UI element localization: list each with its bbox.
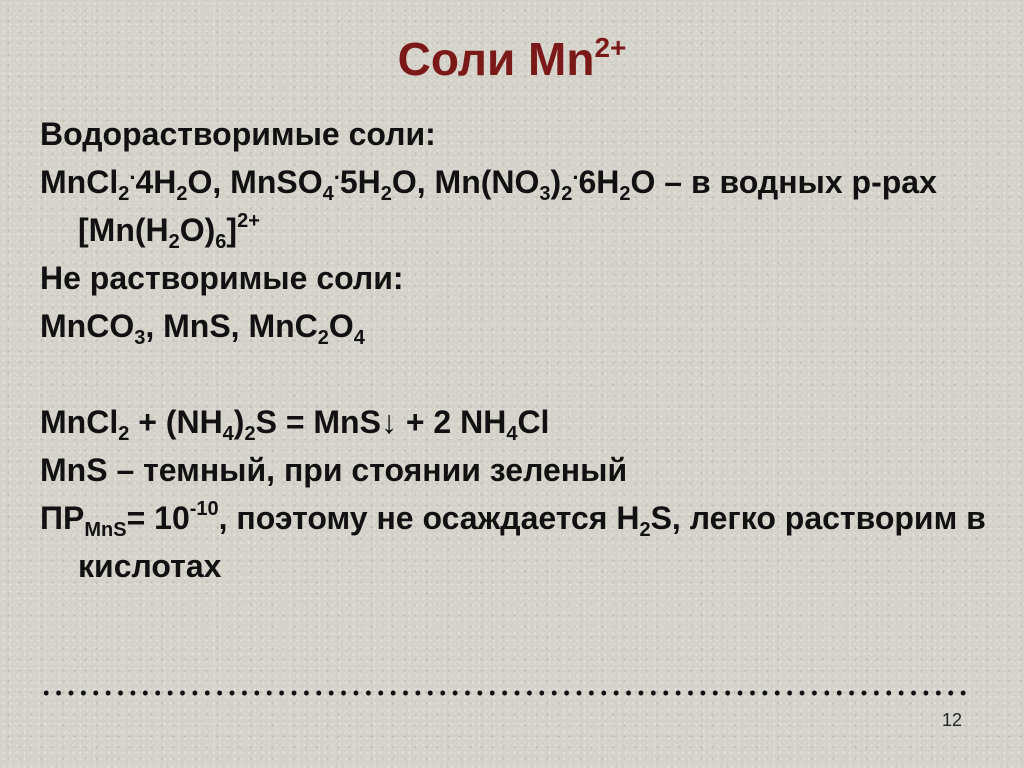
text-equals-mns: S = MnS↓ + 2 NH — [255, 404, 507, 440]
sub-2: 2 — [118, 423, 130, 445]
hydrate-dot: . — [333, 159, 340, 184]
sub-mns: MnS — [84, 519, 127, 541]
text-mnco: MnCO — [40, 308, 135, 344]
solubility-product-note — [40, 494, 990, 590]
sub-4: 4 — [353, 327, 365, 349]
text-4h: 4H — [135, 164, 177, 200]
text-o-mnso: O, MnSO — [187, 164, 323, 200]
sub-4: 4 — [222, 423, 234, 445]
spacer — [40, 350, 990, 398]
text-bracket: ] — [226, 212, 238, 248]
text-equals-ten: = 10 — [126, 500, 190, 536]
reaction-equation — [40, 398, 990, 446]
text-plus-nh: + (NH — [129, 404, 223, 440]
text-pr: ПР — [40, 500, 85, 536]
mns-color-note: MnS – темный, при стоянии зеленый — [40, 452, 628, 488]
sup-charge: 2+ — [237, 210, 260, 232]
text-aqueous-solutions: O – в водных р-рах [Mn(H — [78, 164, 937, 248]
text-mncl: MnCl — [40, 164, 119, 200]
sub-2: 2 — [244, 423, 256, 445]
insoluble-salts-formulas — [40, 302, 990, 350]
text-o-paren: O) — [179, 212, 216, 248]
sub-4: 4 — [506, 423, 518, 445]
sub-3: 3 — [539, 183, 551, 205]
text-6h: 6H — [578, 164, 620, 200]
text-mncl: MnCl — [40, 404, 119, 440]
text-paren: ) — [550, 164, 562, 200]
title-charge: 2+ — [594, 32, 627, 63]
sub-2: 2 — [639, 519, 651, 541]
sub-2: 2 — [118, 183, 130, 205]
sub-2: 2 — [380, 183, 392, 205]
text-soluble-in-acids: S, легко растворим в кислотах — [78, 500, 986, 584]
hydrate-dot: . — [572, 159, 579, 184]
sub-2: 2 — [176, 183, 188, 205]
text-o-mnno: O, Mn(NO — [391, 164, 540, 200]
page-number: 12 — [941, 710, 962, 730]
text-o: O — [328, 308, 354, 344]
soluble-salts-formulas — [40, 158, 990, 254]
sup-exponent: -10 — [189, 498, 219, 520]
text-paren: ) — [233, 404, 245, 440]
insoluble-heading: Не растворимые соли: — [40, 260, 404, 296]
text-mns-mnc: , MnS, MnC — [145, 308, 318, 344]
sub-2: 2 — [619, 183, 631, 205]
slide-title — [0, 32, 1024, 86]
water-soluble-heading: Водорастворимые соли: — [40, 116, 436, 152]
text-not-precipitated: , поэтому не осаждается H — [218, 500, 640, 536]
text-5h: 5H — [339, 164, 381, 200]
title-text: Соли Mn — [397, 33, 595, 85]
sub-3: 3 — [134, 327, 146, 349]
sub-2: 2 — [561, 183, 573, 205]
sub-2: 2 — [317, 327, 329, 349]
hydrate-dot: . — [129, 159, 136, 184]
sub-4: 4 — [322, 183, 334, 205]
sub-6: 6 — [215, 231, 227, 253]
dotted-divider — [40, 690, 970, 696]
slide-body — [40, 110, 990, 590]
text-cl: Cl — [517, 404, 550, 440]
sub-2: 2 — [168, 231, 180, 253]
